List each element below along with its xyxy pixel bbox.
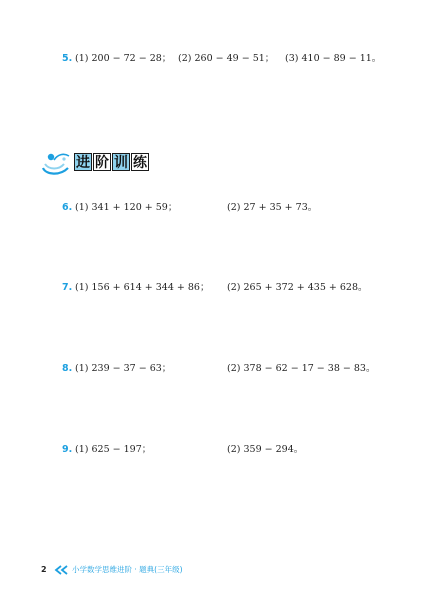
section-title-char: 训 <box>114 155 128 171</box>
book-title: 小学数学思维进阶 · 题典(三年级) <box>72 565 183 574</box>
problem-number: 6. <box>62 202 73 213</box>
double-chevron-left-icon <box>54 565 70 575</box>
swirl-logo-icon <box>40 148 72 178</box>
problem-8-part-2: (2) 378 − 62 − 17 − 38 − 83。 <box>227 363 376 374</box>
problem-7 <box>0 279 428 297</box>
problem-number: 7. <box>62 282 73 293</box>
page-number: 2 <box>41 565 47 574</box>
problem-8 <box>0 360 428 378</box>
problem-9 <box>0 441 428 459</box>
problem-5-part-3: (3) 410 − 89 − 11。 <box>285 53 382 64</box>
problem-7-part-1: (1) 156 + 614 + 344 + 86； <box>75 282 210 293</box>
section-header-advanced-training <box>40 148 170 178</box>
problem-number: 9. <box>62 444 73 455</box>
section-title <box>74 153 150 171</box>
problem-6 <box>0 199 428 217</box>
problem-6-part-1: (1) 341 + 120 + 59； <box>75 202 178 213</box>
problem-9-part-2: (2) 359 − 294。 <box>227 444 304 455</box>
problem-7-part-2: (2) 265 + 372 + 435 + 628。 <box>227 282 368 293</box>
problem-5-part-2: (2) 260 − 49 − 51； <box>178 53 275 64</box>
problem-number: 8. <box>62 363 73 374</box>
problem-6-part-2: (2) 27 + 35 + 73。 <box>227 202 318 213</box>
problem-9-part-1: (1) 625 − 197； <box>75 444 152 455</box>
problem-5-part-1: (1) 200 − 72 − 28； <box>75 53 172 64</box>
problem-8-part-1: (1) 239 − 37 − 63； <box>75 363 172 374</box>
problem-number: 5. <box>62 53 73 64</box>
section-title-char: 练 <box>133 155 147 171</box>
problem-5 <box>0 50 428 68</box>
page-footer <box>0 562 428 578</box>
section-title-char: 进 <box>76 155 90 171</box>
section-title-char: 阶 <box>95 155 109 171</box>
